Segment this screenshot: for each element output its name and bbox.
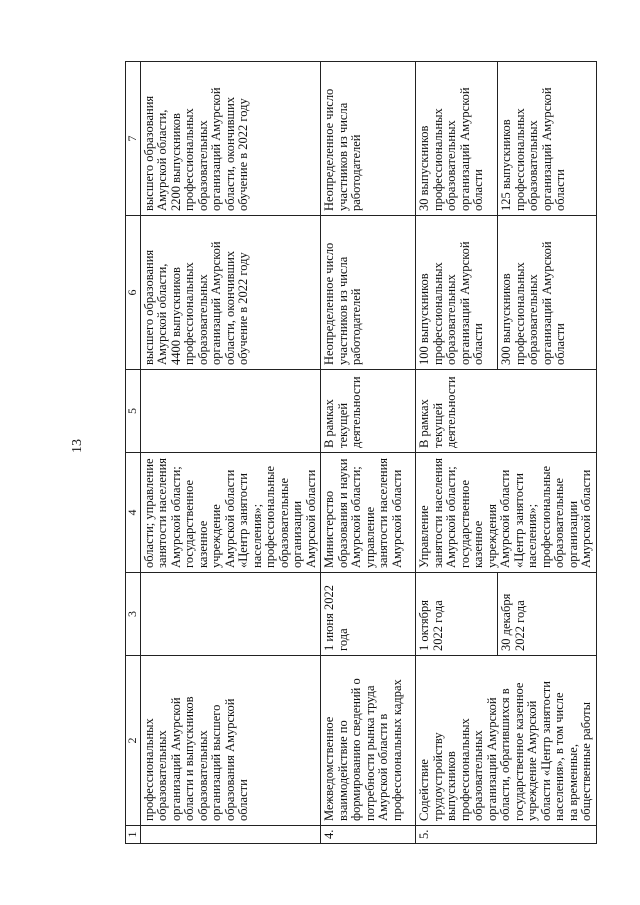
participants-cell: Неопределенное число участников из числа работодателей — [321, 216, 416, 370]
column-header: 7 — [126, 62, 141, 216]
table-row-continuation — [140, 62, 321, 844]
event-name-cell: Содействие трудоустройству выпускников профессиональных образовательных организаций Амурской области, обратившихся в государственное казенное учреждение Амурской области «Центр занятости населения», в том числе на временные, общественные работы — [416, 656, 597, 826]
table-area — [125, 62, 593, 844]
event-name-cell: Межведомственное взаимодействие по формированию сведений о потребности рынка труда Амурской области в профессиональных кадрах — [321, 656, 416, 826]
column-header: 4 — [126, 453, 141, 573]
rotated-table-container — [125, 62, 593, 844]
deadline-cell — [140, 573, 321, 656]
responsible-cell: области; управление занятости населения Амурской области; государственное казенное учреждение Амурской области «Центр занятости населения»; профессиональные образовательные организации Амурской области — [140, 453, 321, 573]
participants-cell: Неопределенное число участников из числа работодателей — [321, 62, 416, 216]
funding-cell: В рамках текущей деятельности — [321, 370, 416, 453]
participants-cell: высшего образования Амурской области, 2200 выпускников профессиональных образовательных организаций Амурской области, окончивших обучение в 2022 году — [140, 62, 321, 216]
plan-table — [125, 61, 597, 844]
deadline-cell: 30 декабря 2022 года — [498, 573, 597, 656]
row-number: 5. — [416, 826, 597, 844]
responsible-cell: Управление занятости населения Амурской области; государственное казенное учреждения Амурской области «Центр занятости населения»; профессиональные образовательные организации Амурской области — [416, 453, 597, 573]
column-header: 6 — [126, 216, 141, 370]
participants-cell: 300 выпускников профессиональных образовательных организаций Амурской области — [498, 216, 597, 370]
row-number: 4. — [321, 826, 416, 844]
row-number — [140, 826, 321, 844]
deadline-cell: 1 июня 2022 года — [321, 573, 416, 656]
column-header: 5 — [126, 370, 141, 453]
table-row-5 — [416, 62, 498, 844]
participants-cell: 125 выпускников профессиональных образовательных организаций Амурской области — [498, 62, 597, 216]
column-header: 1 — [126, 826, 141, 844]
participants-cell: 100 выпускников профессиональных образовательных организаций Амурской области — [416, 216, 498, 370]
deadline-cell: 1 октября 2022 года — [416, 573, 498, 656]
column-header: 3 — [126, 573, 141, 656]
participants-cell: 30 выпускников профессиональных образовательных организаций Амурской области — [416, 62, 498, 216]
participants-cell: высшего образования Амурской области, 4400 выпускников профессиональных образовательных организаций Амурской области, окончивших обучение в 2022 году — [140, 216, 321, 370]
funding-cell: В рамках текущей деятельности — [416, 370, 597, 453]
responsible-cell: Министерство образования и науки Амурской области; управление занятости населения Амурской области — [321, 453, 416, 573]
table-row-4 — [321, 62, 416, 844]
funding-cell — [140, 370, 321, 453]
page-number: 13 — [70, 439, 85, 453]
column-header: 2 — [126, 656, 141, 826]
header-row — [126, 62, 141, 844]
event-name-cell: профессиональных образовательных организаций Амурской области и выпускников образовательных организаций высшего образования Амурской области — [140, 656, 321, 826]
